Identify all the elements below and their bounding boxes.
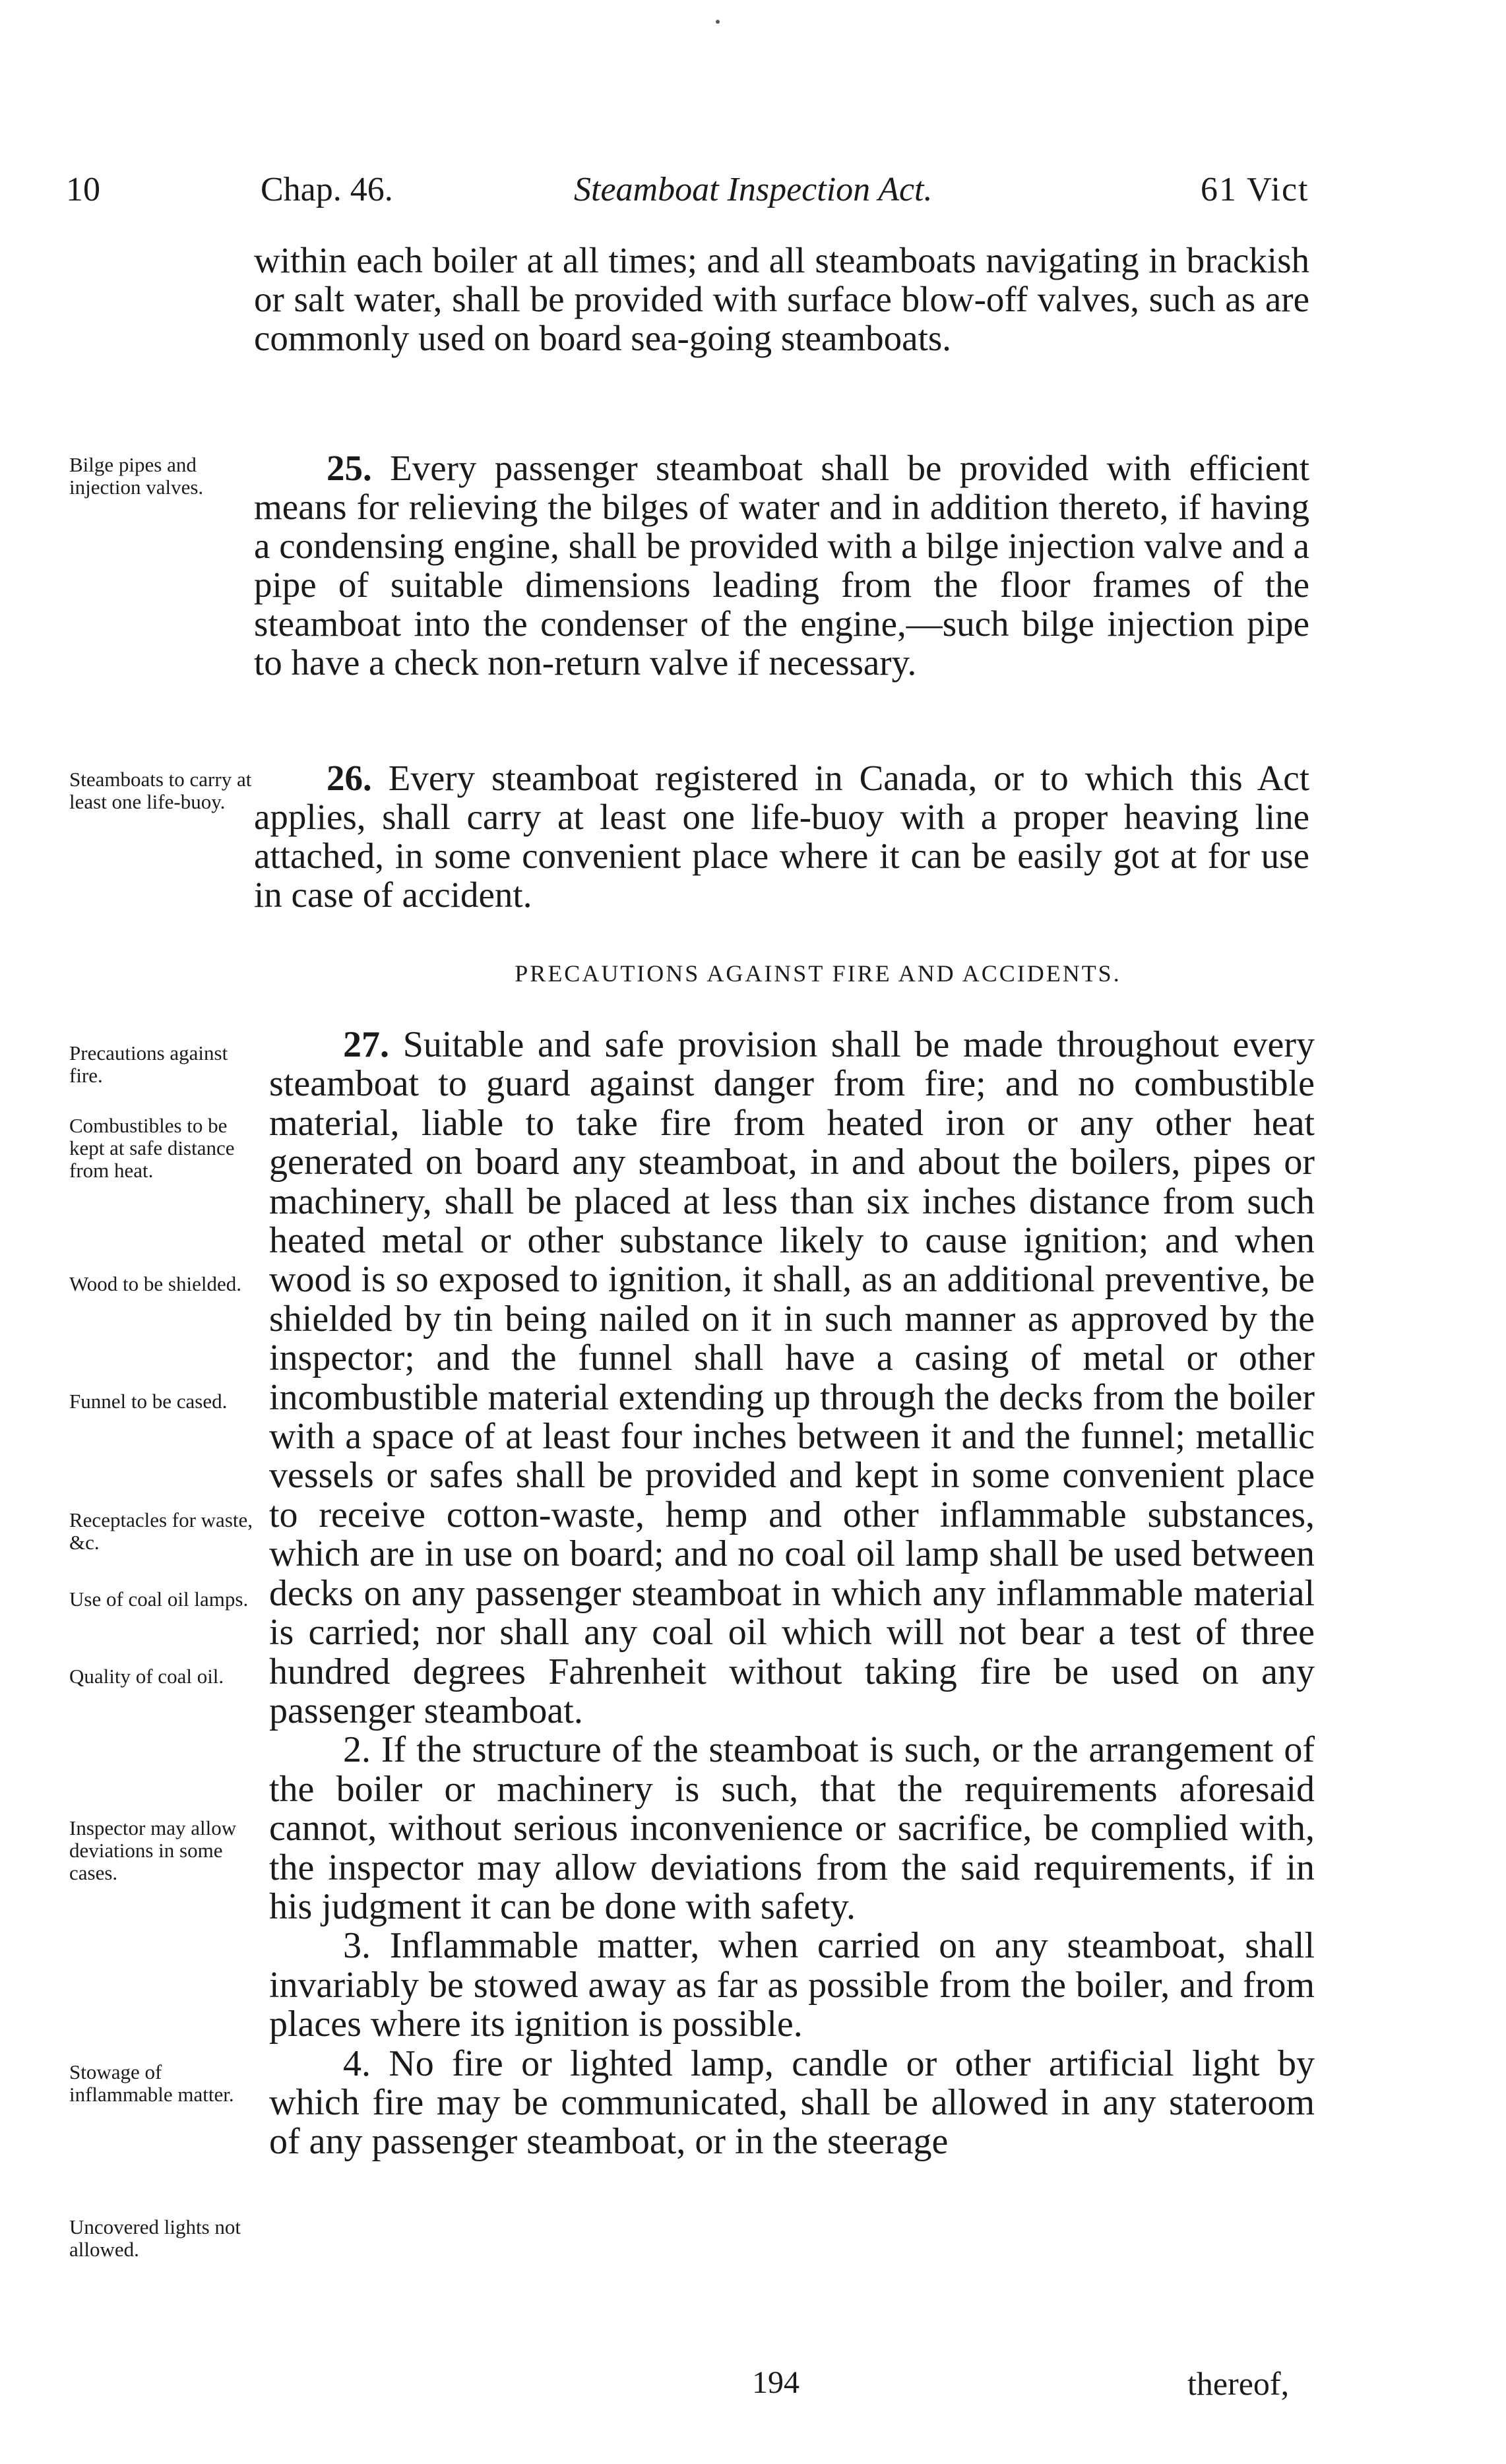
margin-note-receptacles: Receptacles for waste, &c.: [69, 1508, 253, 1554]
subsection-2: 2. If the structure of the steamboat is such, or the arrangement of the boiler or machinery is such, that the requirements aforesaid cannot, without serious inconvenience or sacrifice, be complied with, the inspector may allow deviations from the said requirements, if in his judgment it can be done with safety.: [269, 1729, 1315, 1927]
folio-number: 194: [752, 2365, 800, 2400]
section-text: Every passenger steamboat shall be provided with efficient means for relieving the bilges of water and in addition thereto, if having a condensing engine, shall be provided with a bilge injection valve and a pipe of suitable dimensions leading from the floor frames of the steamboat into the condenser of the engine,—such bilge injection pipe to have a check non-return valve if necessary.: [254, 448, 1309, 683]
section-heading: PRECAUTIONS AGAINST FIRE AND ACCIDENTS.: [515, 960, 1121, 987]
margin-note-26: Steamboats to carry at least one life-buoy.: [69, 768, 252, 813]
margin-note-coal-oil-lamps: Use of coal oil lamps.: [69, 1587, 249, 1611]
margin-note-stowage: Stowage of inflammable matter.: [69, 2060, 234, 2106]
running-title: Steamboat Inspection Act.: [574, 171, 933, 208]
section-number: 27.: [343, 1024, 389, 1065]
section-number: 26.: [327, 758, 372, 798]
section-25: [254, 448, 1309, 682]
section-text: Every steamboat registered in Canada, or to which this Act applies, shall carry at least one life-buoy with a proper heaving line attached, in some convenient place where it can be easily got at for use in case of accident.: [254, 758, 1310, 915]
print-speck: [716, 20, 720, 24]
section-text: Suitable and safe provision shall be made throughout every steamboat to guard against danger from fire; and no combustible material, liable to take fire from heated iron or any other heat generated on board any steamboat, in and about the boilers, pipes or machinery, shall be placed at less than six inches distance from such heated metal or other substance likely to cause ignition; and when wood is so exposed to ignition, it shall, as an additional preventive, be shielded by tin being nailed on it in such manner as approved by the inspector; and the funnel shall have a casing of metal or other incombustible material extending up through the decks from the boiler with a space of at least four inches between it and the funnel; metallic vessels or safes shall be provided and kept in some convenient place to receive cotton-waste, hemp and other inflammable substances, which are in use on board; and no coal oil lamp shall be used between decks on any passenger steamboat in which any inflammable material is carried; nor shall any coal oil which will not bear a test of three hundred degrees Fahrenheit without taking fire be used on any passenger steamboat.: [269, 1024, 1315, 1731]
subsection-3: 3. Inflammable matter, when carried on any steamboat, shall invariably be stowed away as far as possible from the boiler, and from places where its ignition is possible.: [269, 1925, 1315, 2045]
margin-note-funnel: Funnel to be cased.: [69, 1390, 228, 1413]
margin-note-coal-oil-quality: Quality of coal oil.: [69, 1665, 224, 1688]
running-header: [66, 170, 1319, 230]
margin-note-wood: Wood to be shielded.: [69, 1272, 241, 1295]
catchword: thereof,: [1187, 2365, 1290, 2402]
regnal-year: 61 Vict: [1201, 171, 1309, 208]
section-26: [254, 758, 1309, 914]
section-number: 25.: [327, 448, 372, 488]
margin-note-combustibles: Combustibles to be kept at safe distance from heat.: [69, 1114, 235, 1182]
margin-note-uncovered-lights: Uncovered lights not allowed.: [69, 2215, 241, 2261]
margin-note-deviations: Inspector may allow deviations in some cases.: [69, 1816, 237, 1884]
chapter-label: Chap. 46.: [261, 171, 393, 208]
section-27: [269, 1026, 1315, 2162]
margin-note-precautions: Precautions against fire.: [69, 1041, 228, 1087]
page-number: 10: [66, 171, 100, 208]
margin-note-25: Bilge pipes and injection valves.: [69, 453, 204, 499]
subsection-4: 4. No fire or lighted lamp, candle or other artificial light by which fire may be communicated, shall be allowed in any stateroom of any passenger steamboat, or in the steerage: [269, 2043, 1315, 2163]
continued-paragraph: within each boiler at all times; and all steamboats navigating in brackish or salt water, shall be provided with surface blow-off valves, such as are commonly used on board sea-going steamboats.: [254, 240, 1309, 358]
